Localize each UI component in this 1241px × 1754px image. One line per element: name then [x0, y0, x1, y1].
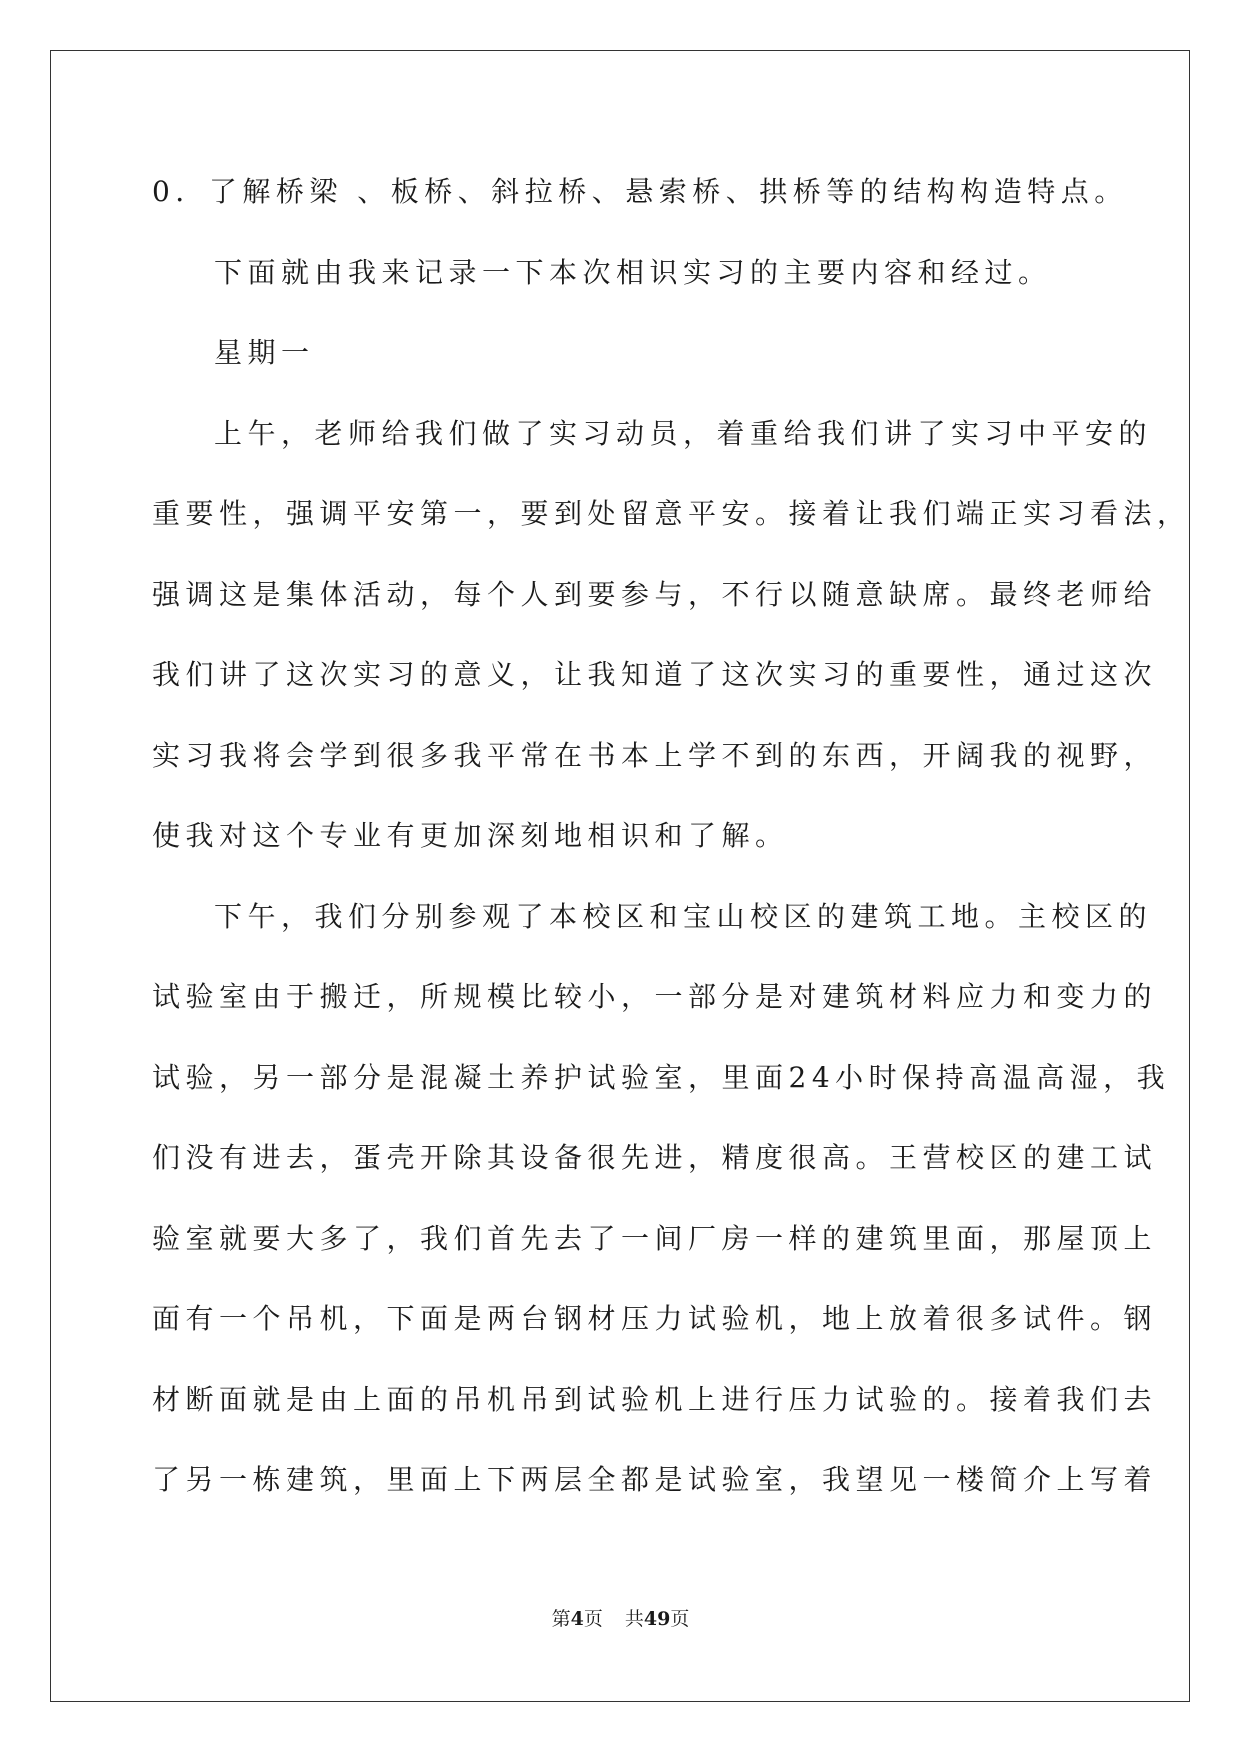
- text-line: 们没有进去，蛋壳开除其设备很先进，精度很高。王营校区的建工试: [152, 1141, 1158, 1174]
- text-line: 验室就要大多了，我们首先去了一间厂房一样的建筑里面，那屋顶上: [152, 1221, 1158, 1255]
- text-line: 0．了解桥梁 、板桥、斜拉桥、悬索桥、拱桥等的结构构造特点。: [152, 175, 1128, 208]
- footer-page-suffix: 页: [583, 1608, 603, 1630]
- footer-prefix: 第: [551, 1608, 571, 1630]
- text-line: 下面就由我来记录一下本次相识实习的主要内容和经过。: [214, 255, 1052, 289]
- text-line: 使我对这个专业有更加深刻地相识和了解。: [152, 819, 789, 852]
- text-line: 星期一: [214, 336, 315, 369]
- text-line: 上午，老师给我们做了实习动员，着重给我们讲了实习中平安的: [214, 416, 1153, 450]
- footer-total-prefix: 共: [624, 1608, 644, 1630]
- total-pages: 49: [643, 1608, 671, 1630]
- text-line: 强调这是集体活动，每个人到要参与，不行以随意缺席。最终老师给: [152, 577, 1158, 611]
- text-line: 面有一个吊机，下面是两台钢材压力试验机，地上放着很多试件。钢: [152, 1302, 1158, 1335]
- text-line: 试验，另一部分是混凝土养护试验室，里面24小时保持高温高湿，我: [152, 1060, 1171, 1094]
- text-line: 下午，我们分别参观了本校区和宝山校区的建筑工地。主校区的: [214, 899, 1153, 933]
- page-number: 4: [570, 1608, 584, 1630]
- text-line: 了另一栋建筑，里面上下两层全都是试验室，我望见一楼简介上写着: [152, 1463, 1158, 1496]
- text-line: 实习我将会学到很多我平常在书本上学不到的东西，开阔我的视野，: [152, 738, 1158, 772]
- text-line: 材断面就是由上面的吊机吊到试验机上进行压力试验的。接着我们去: [152, 1382, 1158, 1416]
- text-line: 我们讲了这次实习的意义，让我知道了这次实习的重要性，通过这次: [152, 658, 1158, 691]
- document-body: [152, 168, 1191, 1537]
- footer-total-suffix: 页: [670, 1608, 690, 1630]
- text-line: 试验室由于搬迁，所规模比较小，一部分是对建筑材料应力和变力的: [152, 980, 1158, 1013]
- text-line: 重要性，强调平安第一，要到处留意平安。接着让我们端正实习看法，: [152, 497, 1191, 530]
- page-footer: [0, 1604, 1241, 1631]
